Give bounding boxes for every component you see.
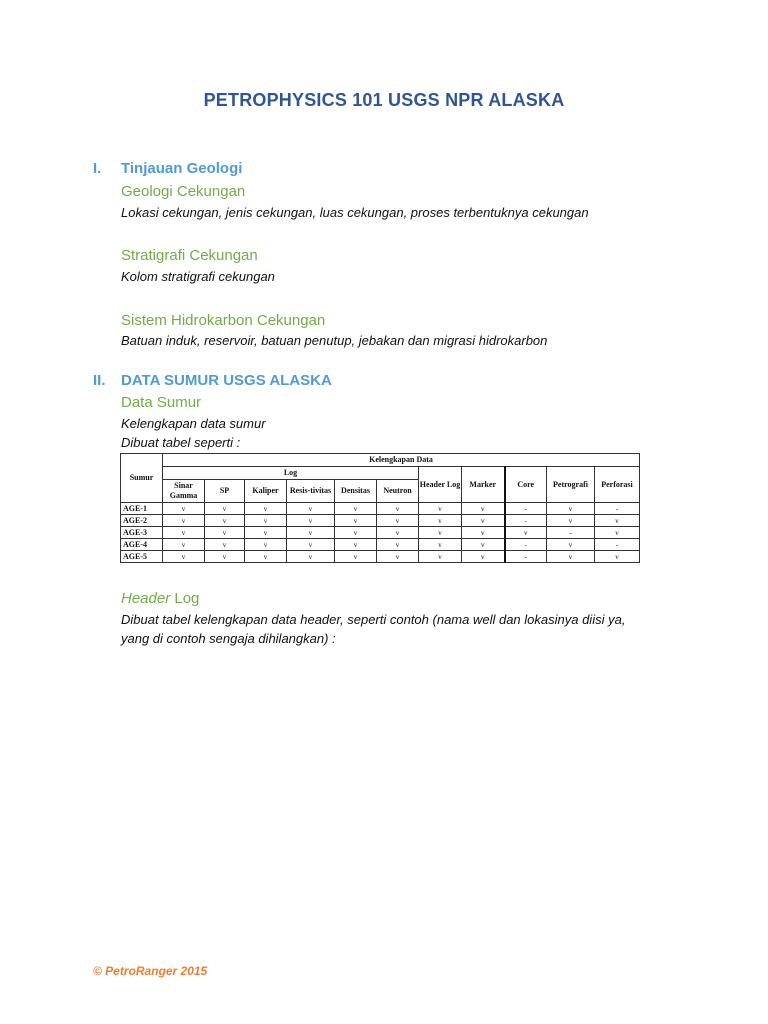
table-cell: v xyxy=(547,551,595,563)
table-cell: v xyxy=(419,503,462,515)
description: Batuan induk, reservoir, batuan penutup, jebakan dan migrasi hidrokarbon xyxy=(121,333,548,348)
table-cell: v xyxy=(462,527,505,539)
col-header: Marker xyxy=(462,467,505,503)
table-cell: - xyxy=(505,539,547,551)
table-row xyxy=(121,503,640,515)
well-name-cell: AGE-2 xyxy=(121,515,163,527)
table-cell: v xyxy=(547,515,595,527)
table-cell: v xyxy=(163,539,205,551)
table-cell: - xyxy=(505,551,547,563)
section-title: Tinjauan Geologi xyxy=(121,160,243,177)
table-cell: - xyxy=(505,515,547,527)
subheading-stratigrafi: Stratigrafi Cekungan xyxy=(121,247,258,264)
table-cell: v xyxy=(287,539,335,551)
table-cell: v xyxy=(335,539,377,551)
table-cell: v xyxy=(205,503,245,515)
table-cell: v xyxy=(462,515,505,527)
col-header: Kaliper xyxy=(245,480,287,503)
table-cell: v xyxy=(245,515,287,527)
col-header: Petrografi xyxy=(547,467,595,503)
table-cell: v xyxy=(419,527,462,539)
table-cell: v xyxy=(335,515,377,527)
table-cell: v xyxy=(505,527,547,539)
description: Kolom stratigrafi cekungan xyxy=(121,269,275,284)
table-cell: v xyxy=(335,503,377,515)
table-cell: v xyxy=(595,527,640,539)
table-cell: - xyxy=(595,503,640,515)
well-data-table xyxy=(120,453,639,563)
well-name-cell: AGE-5 xyxy=(121,551,163,563)
col-header: Resis-tivitas xyxy=(287,480,335,503)
table-row xyxy=(121,515,640,527)
table-cell: v xyxy=(335,527,377,539)
section-number: I. xyxy=(93,160,102,177)
footer-copyright: © PetroRanger 2015 xyxy=(93,964,208,978)
subheading-italic-part: Header xyxy=(121,590,171,607)
table-cell: - xyxy=(595,539,640,551)
table-cell: v xyxy=(163,527,205,539)
table-cell: v xyxy=(547,503,595,515)
description: Lokasi cekungan, jenis cekungan, luas cekungan, proses terbentuknya cekungan xyxy=(121,205,589,220)
table-cell: v xyxy=(377,515,419,527)
table-cell: v xyxy=(547,539,595,551)
group-header-kelengkapan: Kelengkapan Data xyxy=(163,454,640,467)
col-header: Header Log xyxy=(419,467,462,503)
well-name-cell: AGE-3 xyxy=(121,527,163,539)
description: Kelengkapan data sumur xyxy=(121,416,266,431)
col-header: Neutron xyxy=(377,480,419,503)
page-title: PETROPHYSICS 101 USGS NPR ALASKA xyxy=(203,90,565,110)
table-cell: v xyxy=(205,539,245,551)
table-cell: v xyxy=(419,515,462,527)
subheading-sistem-hidrokarbon: Sistem Hidrokarbon Cekungan xyxy=(121,312,326,329)
table-cell: v xyxy=(163,515,205,527)
table-row xyxy=(121,527,640,539)
table-cell: v xyxy=(595,515,640,527)
table-cell: v xyxy=(287,527,335,539)
table-cell: v xyxy=(377,539,419,551)
section-heading-1 xyxy=(93,160,242,177)
table-cell: v xyxy=(205,527,245,539)
col-header: Core xyxy=(505,467,547,503)
table-cell: v xyxy=(335,551,377,563)
table-row xyxy=(121,539,640,551)
group-header-log: Log xyxy=(163,467,419,480)
description: Dibuat tabel kelengkapan data header, seperti contoh (nama well dan lokasinya diisi ya, xyxy=(121,612,626,627)
col-header: SP xyxy=(205,480,245,503)
table-cell: v xyxy=(205,551,245,563)
table-cell: v xyxy=(595,551,640,563)
well-name-cell: AGE-4 xyxy=(121,539,163,551)
table-cell: - xyxy=(505,503,547,515)
col-sumur-header: Sumur xyxy=(121,454,163,503)
table-cell: v xyxy=(245,527,287,539)
table-cell: v xyxy=(245,539,287,551)
table-cell: v xyxy=(163,551,205,563)
subheading-rest: Log xyxy=(170,590,200,607)
table-cell: v xyxy=(377,527,419,539)
table-cell: - xyxy=(547,527,595,539)
description: yang di contoh sengaja dihilangkan) : xyxy=(121,631,336,646)
table-cell: v xyxy=(462,503,505,515)
table-cell: v xyxy=(287,551,335,563)
well-name-cell: AGE-1 xyxy=(121,503,163,515)
table-cell: v xyxy=(205,515,245,527)
table-cell: v xyxy=(287,503,335,515)
subheading-header-log xyxy=(121,590,199,607)
subheading-data-sumur: Data Sumur xyxy=(121,394,202,411)
table-cell: v xyxy=(419,551,462,563)
section-number: II. xyxy=(93,372,106,389)
table-cell: v xyxy=(462,539,505,551)
table-cell: v xyxy=(419,539,462,551)
table-cell: v xyxy=(377,551,419,563)
description: Dibuat tabel seperti : xyxy=(121,435,241,450)
col-header: Densitas xyxy=(335,480,377,503)
col-header: Perforasi xyxy=(595,467,640,503)
section-heading-2 xyxy=(93,372,332,389)
table-cell: v xyxy=(245,503,287,515)
table-cell: v xyxy=(377,503,419,515)
table-cell: v xyxy=(287,515,335,527)
subheading-geologi-cekungan: Geologi Cekungan xyxy=(121,183,246,200)
section-title: DATA SUMUR USGS ALASKA xyxy=(121,372,332,389)
table-cell: v xyxy=(462,551,505,563)
table-cell: v xyxy=(245,551,287,563)
table-row xyxy=(121,551,640,563)
table-cell: v xyxy=(163,503,205,515)
col-header: Sinar Gamma xyxy=(163,480,205,503)
